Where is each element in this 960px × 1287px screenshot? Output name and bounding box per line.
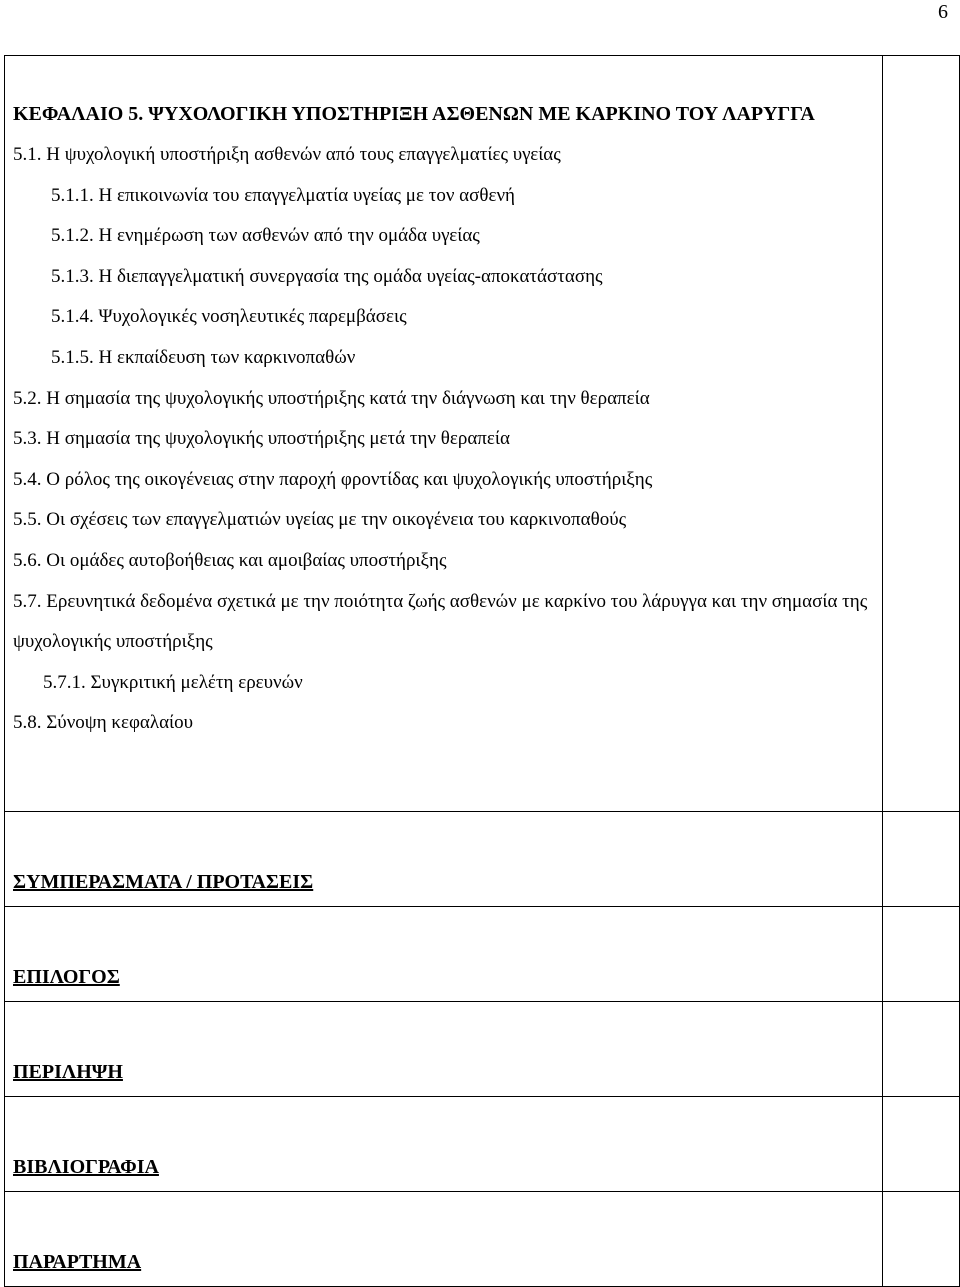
section-row-conclusions: [5, 812, 960, 907]
section-row-appendix: [5, 1192, 960, 1287]
toc-entry-5-8: 5.8. Σύνοψη κεφαλαίου: [13, 712, 194, 734]
toc-entry-5-1-5: 5.1.5. Η εκπαίδευση των καρκινοπαθών: [51, 346, 356, 368]
section-heading-appendix: ΠΑΡΑΡΤΗΜΑ: [13, 1251, 142, 1273]
page-number: 6: [938, 1, 948, 23]
toc-entry-5-1: 5.1. Η ψυχολογική υποστήριξη ασθενών από τους επαγγελματίες υγείας: [13, 144, 561, 165]
section-heading-epilogue: ΕΠΙΛΟΓΟΣ: [13, 966, 120, 988]
side-cell: [883, 1097, 960, 1192]
toc-entry-5-7: 5.7. Ερευνητικά δεδομένα σχετικά με την ποιότητα ζωής ασθενών με καρκίνο του λάρυγγα και την σημασία της ψυχολογικής υποστήριξης: [13, 590, 868, 653]
toc-entry-5-7-1: 5.7.1. Συγκριτική μελέτη ερευνών: [43, 671, 303, 693]
toc-entry-5-1-3: 5.1.3. Η διεπαγγελματική συνεργασία της ομάδα υγείας-αποκατάστασης: [51, 265, 603, 287]
toc-entry-5-3: 5.3. Η σημασία της ψυχολογικής υποστήριξης μετά την θεραπεία: [13, 428, 510, 450]
toc-entry-5-2: 5.2. Η σημασία της ψυχολογικής υποστήριξης κατά την διάγνωση και την θεραπεία: [13, 387, 650, 409]
side-cell: [883, 56, 960, 812]
section-heading-conclusions: ΣΥΜΠΕΡΑΣΜΑΤΑ / ΠΡΟΤΑΣΕΙΣ: [13, 871, 314, 893]
chapter-row: [5, 56, 960, 812]
chapter-title: ΚΕΦΑΛΑΙΟ 5. ΨΥΧΟΛΟΓΙΚΗ ΥΠΟΣΤΗΡΙΞΗ ΑΣΘΕΝΩΝ ΜΕ ΚΑΡΚΙΝΟ ΤΟΥ ΛΑΡΥΓΓΑ: [13, 103, 815, 125]
side-cell: [883, 907, 960, 1002]
toc-entry-5-6: 5.6. Οι ομάδες αυτοβοήθειας και αμοιβαίας υποστήριξης: [13, 549, 447, 571]
chapter-cell: [5, 56, 883, 812]
table-of-contents: [4, 55, 960, 1287]
section-row-bibliography: [5, 1097, 960, 1192]
section-row-summary: [5, 1002, 960, 1097]
section-heading-bibliography: ΒΙΒΛΙΟΓΡΑΦΙΑ: [13, 1156, 159, 1178]
toc-entry-5-1-4: 5.1.4. Ψυχολογικές νοσηλευτικές παρεμβάσεις: [51, 306, 407, 328]
side-cell: [883, 812, 960, 907]
side-cell: [883, 1002, 960, 1097]
toc-entry-5-1-2: 5.1.2. Η ενημέρωση των ασθενών από την ομάδα υγείας: [51, 225, 480, 247]
section-row-epilogue: [5, 907, 960, 1002]
side-cell: [883, 1192, 960, 1287]
toc-entry-5-4: 5.4. Ο ρόλος της οικογένειας στην παροχή φροντίδας και ψυχολογικής υποστήριξης: [13, 468, 653, 490]
toc-entry-5-1-1: 5.1.1. Η επικοινωνία του επαγγελματία υγείας με τον ασθενή: [51, 184, 515, 206]
section-heading-summary: ΠΕΡΙΛΗΨΗ: [13, 1061, 123, 1083]
toc-entry-5-5: 5.5. Οι σχέσεις των επαγγελματιών υγείας με την οικογένεια του καρκινοπαθούς: [13, 509, 627, 531]
